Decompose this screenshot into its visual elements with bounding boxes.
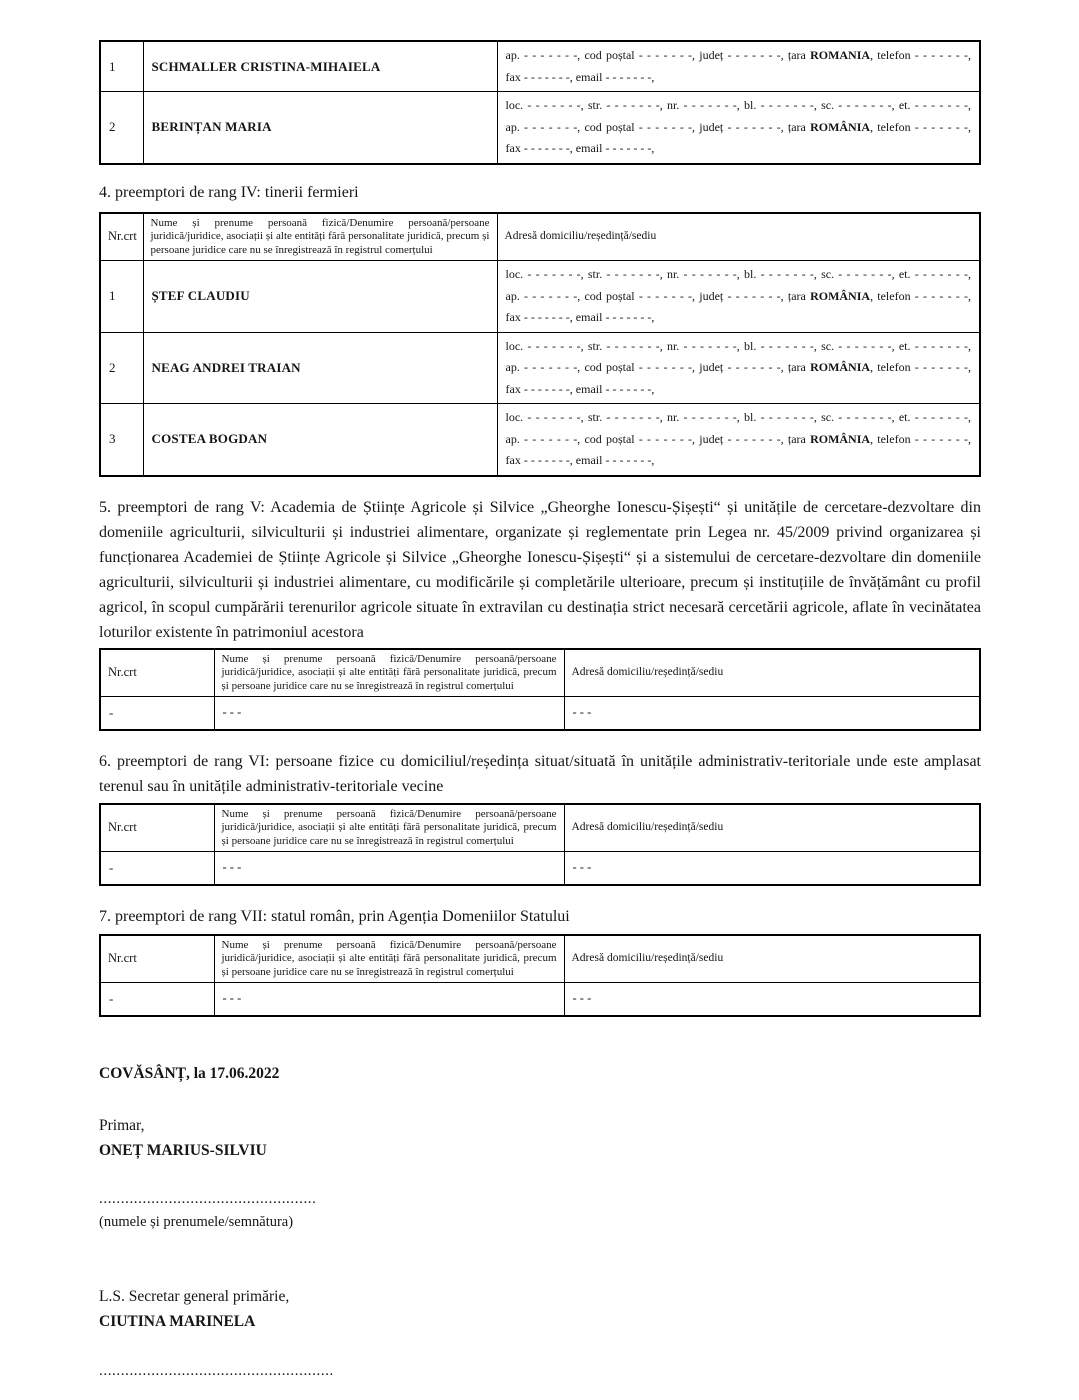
section4-table	[99, 212, 981, 477]
address-part: , telefon - - - - - - -,	[870, 288, 971, 303]
address-line	[506, 286, 972, 308]
place-and-date: COVĂSÂNȚ, la 17.06.2022	[99, 1064, 280, 1082]
address-line: fax - - - - - - -, email - - - - - - -,	[505, 141, 655, 155]
address-line: loc. - - - - - - -, str. - - - - - - -, nr. - - - - - - -, bl. - - - - - - -, sc. - - - - - - -, et. - - - - - - -,	[505, 338, 971, 353]
row-number-cell: -	[100, 852, 214, 885]
address-line: loc. - - - - - - -, str. - - - - - - -, nr. - - - - - - -, bl. - - - - - - -, sc. - - - - - - -, et. - - - - - - -,	[505, 98, 971, 112]
address-line: loc. - - - - - - -, str. - - - - - - -, nr. - - - - - - -, bl. - - - - - - -, sc. - - - - - - -, et. - - - - - - -,	[505, 410, 971, 424]
person-name-cell: NEAG ANDREI TRAIAN	[143, 332, 497, 404]
table-row	[100, 41, 980, 92]
address-line	[506, 357, 972, 379]
address-cell: - - -	[564, 697, 980, 730]
address-line: fax - - - - - - -, email - - - - - - -,	[505, 453, 655, 467]
header-name-column: Nume și prenume persoană fizică/Denumire persoană/persoane juridică/juridice, asociații și alte entități fără personalitate juridică, precum și persoane juridice care nu se înregistrează în registrul comerțului	[214, 649, 564, 697]
secretary-title: L.S. Secretar general primărie,	[99, 1287, 290, 1305]
address-cell	[497, 332, 980, 404]
address-cell: - - -	[564, 852, 980, 885]
address-part: , telefon - - - - - - -,	[870, 48, 971, 62]
country-name: ROMANIA	[810, 48, 871, 62]
person-name-cell: - - -	[214, 852, 564, 885]
header-address-column: Adresă domiciliu/reședință/sediu	[564, 804, 980, 852]
address-line	[506, 117, 972, 139]
header-nr-crt: Nr.crt	[100, 935, 214, 983]
empty-row	[100, 697, 980, 730]
address-line: fax - - - - - - -, email - - - - - - -,	[505, 69, 655, 84]
section6-heading: 6. preemptori de rang VI: persoane fizice cu domiciliul/reședința situat/situată în unitățile administrativ-teritoriale unde este amplasat terenul sau în unitățile administrativ-teritoriale vecine	[99, 752, 981, 795]
address-part: , telefon - - - - - - -,	[870, 431, 971, 446]
row-number-cell: 2	[100, 332, 143, 404]
signature-note: (numele și prenumele/semnătura)	[99, 1213, 294, 1230]
person-name-cell: ȘTEF CLAUDIU	[143, 261, 497, 333]
address-part: ap. - - - - - - -, cod poștal - - - - - - -, județ - - - - - - -, țara	[505, 48, 811, 62]
table-header-row	[100, 213, 980, 261]
top-clipped-table	[99, 40, 981, 165]
address-line: fax - - - - - - -, email - - - - - - -,	[505, 310, 655, 324]
signature-dotted-line: ..................................................	[99, 1190, 317, 1207]
section7-table	[99, 934, 981, 1017]
table-row	[100, 332, 980, 404]
section5-table	[99, 648, 981, 731]
address-line	[506, 45, 972, 67]
table-header-row	[100, 649, 980, 697]
header-name-column: Nume și prenume persoană fizică/Denumire persoană/persoane juridică/juridice, asociații și alte entități fără personalitate juridică, precum și persoane juridice care nu se înregistrează în registrul comerțului	[143, 213, 497, 261]
person-name-cell: COSTEA BOGDAN	[143, 404, 497, 476]
signature-block	[99, 1061, 981, 1382]
address-cell	[497, 92, 980, 164]
country-name: ROMÂNIA	[810, 288, 871, 303]
row-number-cell: 1	[100, 261, 143, 333]
table-row	[100, 261, 980, 333]
row-number-cell: 3	[100, 404, 143, 476]
header-nr-crt: Nr.crt	[100, 804, 214, 852]
section6-table	[99, 803, 981, 886]
header-name-column: Nume și prenume persoană fizică/Denumire persoană/persoane juridică/juridice, asociații și alte entități fără personalitate juridică, precum și persoane juridice care nu se înregistrează în registrul comerțului	[214, 804, 564, 852]
person-name-cell: - - -	[214, 983, 564, 1016]
table-row	[100, 92, 980, 164]
header-address-column: Adresă domiciliu/reședință/sediu	[497, 213, 980, 261]
header-nr-crt: Nr.crt	[100, 213, 143, 261]
signature-dotted-line-2: ......................................................	[99, 1362, 334, 1379]
address-line: loc. - - - - - - -, str. - - - - - - -, nr. - - - - - - -, bl. - - - - - - -, sc. - - - - - - -, et. - - - - - - -,	[505, 267, 971, 281]
empty-row	[100, 983, 980, 1016]
section7-heading: 7. preemptori de rang VII: statul român, prin Agenția Domeniilor Statului	[99, 907, 570, 925]
row-number-cell: -	[100, 697, 214, 730]
header-address-column: Adresă domiciliu/reședință/sediu	[564, 935, 980, 983]
header-nr-crt: Nr.crt	[100, 649, 214, 697]
person-name-cell: - - -	[214, 697, 564, 730]
person-name-cell: BERINȚAN MARIA	[143, 92, 497, 164]
person-name-cell: SCHMALLER CRISTINA-MIHAIELA	[143, 41, 497, 92]
empty-row	[100, 852, 980, 885]
address-cell	[497, 404, 980, 476]
table-row	[100, 404, 980, 476]
row-number-cell: -	[100, 983, 214, 1016]
address-part: , telefon - - - - - - -,	[870, 119, 971, 134]
mayor-name: ONEȚ MARIUS-SILVIU	[99, 1141, 267, 1159]
country-name: ROMÂNIA	[810, 119, 871, 134]
address-part: ap. - - - - - - -, cod poștal - - - - - - -, județ - - - - - - -, țara	[505, 431, 811, 446]
document-content	[99, 0, 981, 1382]
address-cell: - - -	[564, 983, 980, 1016]
row-number-cell: 2	[100, 92, 143, 164]
header-name-column: Nume și prenume persoană fizică/Denumire persoană/persoane juridică/juridice, asociații și alte entități fără personalitate juridică, precum și persoane juridice care nu se înregistrează în registrul comerțului	[214, 935, 564, 983]
section4-heading: 4. preemptori de rang IV: tinerii fermieri	[99, 183, 359, 201]
secretary-name: CIUTINA MARINELA	[99, 1312, 256, 1330]
address-part: ap. - - - - - - -, cod poștal - - - - - - -, județ - - - - - - -, țara	[505, 288, 811, 303]
address-part: , telefon - - - - - - -,	[870, 360, 971, 374]
country-name: ROMÂNIA	[810, 431, 871, 446]
address-line: fax - - - - - - -, email - - - - - - -,	[505, 381, 655, 396]
mayor-title: Primar,	[99, 1116, 145, 1134]
address-part: ap. - - - - - - -, cod poștal - - - - - - -, județ - - - - - - -, țara	[505, 360, 811, 374]
row-number-cell: 1	[100, 41, 143, 92]
header-address-column: Adresă domiciliu/reședință/sediu	[564, 649, 980, 697]
country-name: ROMÂNIA	[810, 360, 871, 374]
address-cell	[497, 261, 980, 333]
section5-heading: 5. preemptori de rang V: Academia de Științe Agricole și Silvice „Gheorghe Ionescu-Șișești“ și unitățile de cercetare-dezvoltare din domeniile agriculturii, silviculturii și industriei alimentare, organizate și reglementate prin Legea nr. 45/2009 privind organizarea și funcționarea Academiei de Științe Agricole și Silvice „Gheorghe Ionescu-Șișești“ și a sistemului de cercetare-dezvoltare din domeniile agriculturii, silviculturii și industriei alimentare, cu modificările și completările ulterioare, precum și instituțiile de învățământ cu profil agricol, în scopul cumpărării terenurilor agricole situate în extravilan cu destinația strict necesară cercetării agricole, aflate în vecinătatea loturilor existente în patrimoniul acestora	[99, 498, 981, 641]
table-header-row	[100, 804, 980, 852]
table-header-row	[100, 935, 980, 983]
address-line	[506, 429, 972, 451]
address-cell	[497, 41, 980, 92]
address-part: ap. - - - - - - -, cod poștal - - - - - - -, județ - - - - - - -, țara	[505, 119, 811, 134]
